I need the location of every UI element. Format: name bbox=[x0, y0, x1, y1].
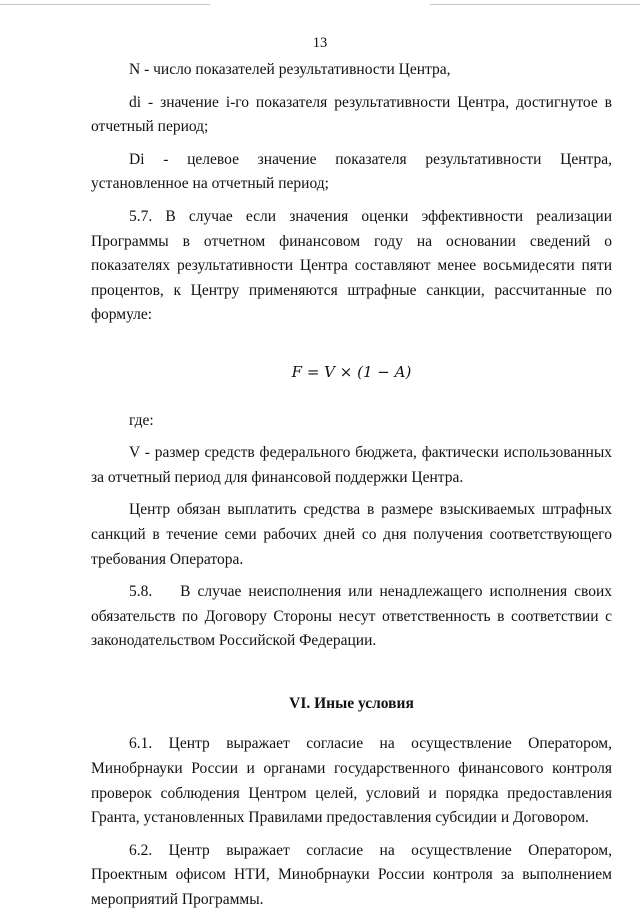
paragraph-Di-definition: Di - целевое значение показателя результативности Центра, установленное на отчетный период; bbox=[91, 150, 612, 193]
paragraph-payment-obligation: Центр обязан выплатить средства в размере взыскиваемых штрафных санкций в течение семи рабочих дней со дня получения соответствующего требования Оператора. bbox=[91, 501, 612, 568]
paragraph-6-1: 6.1. Центр выражает согласие на осуществление Оператором, Минобрнауки России и органами государственного финансового контроля проверок соблюдения Центром целей, условий и порядка предоставления Гранта, установленных Правилами предоставления субсидии и Договором. bbox=[91, 735, 612, 827]
paragraph-5-7: 5.7. В случае если значения оценки эффективности реализации Программы в отчетном финансовом году на основании сведений о показателях результативности Центра составляют менее восьмидесяти пяти процентов, к Центру применяются штрафные санкции, рассчитанные по формуле: bbox=[91, 207, 612, 324]
paragraph-6-2: 6.2. Центр выражает согласие на осуществление Оператором, Проектным офисом НТИ, Минобрнауки России контроля за выполнением мероприятий Программы. bbox=[91, 841, 612, 909]
penalty-formula: F = V × (1 − A) bbox=[291, 362, 412, 381]
scan-edge-line-right bbox=[430, 4, 640, 5]
paragraph-v-definition: V - размер средств федерального бюджета, фактически использованных за отчетный период для финансовой поддержки Центра. bbox=[91, 444, 612, 486]
document-body bbox=[91, 58, 616, 913]
paragraph-n-definition: N - число показателей результативности Центра, bbox=[129, 61, 451, 78]
paragraph-5-8: 5.8. В случае неисполнения или ненадлежащего исполнения своих обязательств по Договору Стороны несут ответственность в соответствии с законодательством Российской Федерации. bbox=[91, 583, 616, 650]
paragraph-where: где: bbox=[129, 411, 154, 429]
section-heading: VI. Иные условия bbox=[289, 694, 414, 712]
scan-edge-line-left bbox=[0, 4, 210, 5]
paragraph-di-definition: di - значение i-го показателя результативности Центра, достигнутое в отчетный период; bbox=[91, 93, 612, 136]
page-number: 13 bbox=[312, 35, 328, 51]
